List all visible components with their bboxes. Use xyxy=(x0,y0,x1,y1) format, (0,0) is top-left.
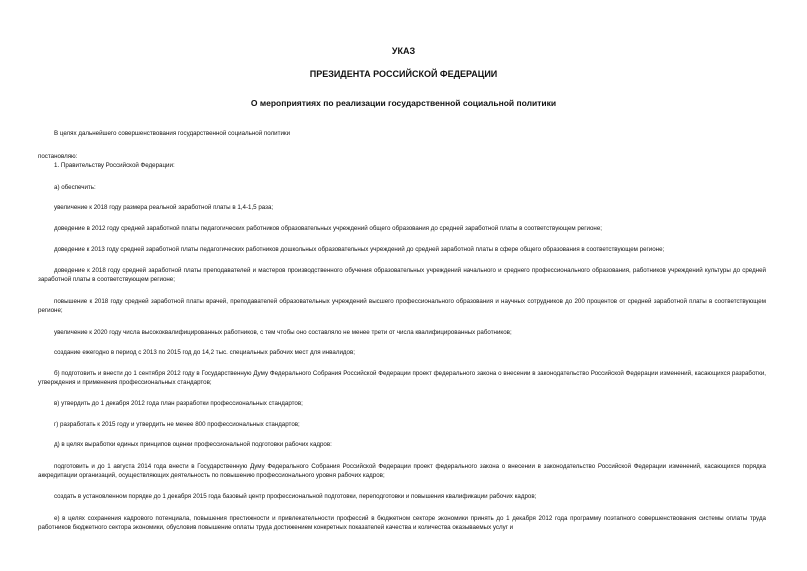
item-d-2: создать в установленном порядке до 1 декабря 2015 года базовый центр профессиональной подготовки, переподготовки и повышения квалификации рабочих кадров; xyxy=(54,493,537,500)
item-a-1: увеличение к 2018 году размера реальной заработной платы в 1,4-1,5 раза; xyxy=(54,204,274,211)
item-a-5: повышение к 2018 году средней заработной платы врачей, преподавателей образовательных учреждений высшего профессионального образования и научных сотрудников до 200 процентов от средней заработной платы в соответствующем регионе; xyxy=(38,298,766,314)
document-issuer: ПРЕЗИДЕНТА РОССИЙСКОЙ ФЕДЕРАЦИИ xyxy=(309,69,498,79)
item-a-4: доведение к 2018 году средней заработной платы преподавателей и мастеров производственного обучения образовательных учреждений начального и среднего профессионального образования, работников учреждений культуры до средней заработной платы в соответствующем регионе; xyxy=(38,267,766,283)
decree-word: постановляю: xyxy=(38,153,78,160)
intro-paragraph: В целях дальнейшего совершенствования государственной социальной политики xyxy=(54,130,291,137)
item-a-2: доведение в 2012 году средней заработной платы педагогических работников образовательных учреждений общего образования до средней заработной платы в соответствующем регионе; xyxy=(54,225,602,232)
item-d-1: подготовить и до 1 августа 2014 года внести в Государственную Думу Федерального Собрания Российской Федерации проект федерального закона о внесении в законодательство Российской Федерации изменений, касающихся порядка аккредитации организаций, осуществляющих деятельность по повышению профессионального уровня рабочих кадров; xyxy=(38,463,766,479)
item-g: г) разработать к 2015 году и утвердить не менее 800 профессиональных стандартов; xyxy=(54,421,300,428)
item-v: в) утвердить до 1 декабря 2012 года план разработки профессиональных стандартов; xyxy=(54,400,303,407)
item-1: 1. Правительству Российской Федерации: xyxy=(54,162,175,169)
item-a-7: создание ежегодно в период с 2013 по 2015 год до 14,2 тыс. специальных рабочих мест для инвалидов; xyxy=(54,349,355,356)
document-subtitle: О мероприятиях по реализации государственной социальной политики xyxy=(250,98,557,108)
item-a: а) обеспечить: xyxy=(54,184,96,191)
item-b: б) подготовить и внести до 1 сентября 2012 году в Государственную Думу Федерального Собрания Российской Федерации проект федерального закона о внесении в законодательство Российской Федерации изменений, касающихся разработки, утверждения и применения профессиональных стандартов; xyxy=(38,370,766,386)
item-d: д) в целях выработки единых принципов оценки профессиональной подготовки рабочих кадров: xyxy=(54,441,332,448)
item-a-6: увеличение к 2020 году числа высококвалифицированных работников, с тем чтобы оно составляло не менее трети от числа квалифицированных работников; xyxy=(54,329,512,336)
item-a-3: доведение к 2013 году средней заработной платы педагогических работников дошкольных образовательных учреждений до средней заработной платы в сфере общего образования в соответствующем регионе; xyxy=(54,246,665,253)
document-title: УКАЗ xyxy=(391,46,416,56)
item-e: е) в целях сохранения кадрового потенциала, повышения престижности и привлекательности профессий в бюджетном секторе экономики принять до 1 декабря 2012 года программу поэтапного совершенствования системы оплаты труда работников бюджетного сектора экономики, обусловив повышение оплаты труда достижением конкретных показателей качества и количества оказываемых услуг и xyxy=(38,515,766,531)
